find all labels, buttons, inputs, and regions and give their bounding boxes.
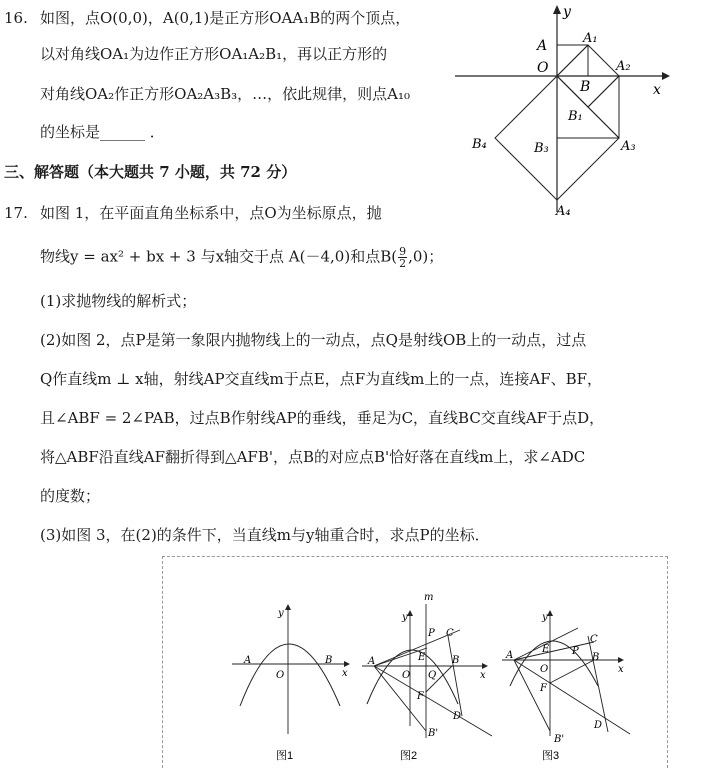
fig3-label-b: B (592, 652, 600, 663)
fig2-label-a: A (368, 656, 376, 667)
fig2-label-b-prime: B' (428, 728, 439, 739)
q17-figures (162, 556, 668, 768)
fig1-parabola (240, 644, 340, 706)
q17-figure-2 (362, 592, 492, 762)
fig3-label-d: D (594, 720, 603, 731)
q17-part-1: (1)求抛物线的解析式； (40, 292, 197, 310)
fig1-label-x: x (342, 668, 348, 679)
q16-line-2: 以对角线OA₁为边作正方形OA₁A₂B₁，再以正方形的 (40, 45, 388, 63)
fig2-x-arrow-icon (482, 663, 488, 669)
fig3-label-e: E (542, 644, 550, 655)
q16-line-3: 对角线OA₂作正方形OA₂A₃B₃，…，依此规律，则点A₁₀ (40, 85, 411, 103)
q16-label-a4: A₄ (556, 204, 571, 217)
fig1-caption: 图1 (276, 750, 294, 762)
q17-part-2-line-1: (2)如图 2，点P是第一象限内抛物线上的一动点，点Q是射线OB上的一动点，过点 (40, 331, 587, 349)
fig3-label-p: P (572, 646, 579, 657)
q16-label-b3: B₃ (534, 141, 549, 156)
q16-label-a: A (537, 38, 548, 54)
q16-label-y: y (563, 4, 571, 20)
fig2-label-y: y (402, 612, 408, 623)
fig2-label-m: m (424, 592, 434, 603)
fig1-y-arrow-icon (285, 604, 291, 610)
fig2-label-o: O (402, 670, 411, 681)
q17-part-2-line-5: 的度数； (40, 487, 101, 505)
fig2-label-p: P (428, 628, 435, 639)
fig2-caption: 图2 (400, 750, 418, 762)
q17-line-2 (40, 246, 443, 269)
q16-label-o: O (537, 60, 549, 76)
fig3-ray-ap (514, 642, 594, 660)
fig3-line-fb (550, 660, 594, 683)
q16-y-arrow-icon (553, 5, 561, 14)
q16-label-a3: A₃ (621, 139, 636, 154)
fig3-label-x: x (618, 664, 624, 675)
q17-part-2-line-3: 且∠ABF = 2∠PAB，过点B作射线AP的垂线，垂足为C，直线BC交直线AF于点D， (40, 409, 605, 427)
fig2-label-c: C (446, 628, 454, 639)
fig1-x-arrow-icon (344, 661, 350, 667)
q17-fraction-den: 2 (399, 257, 407, 270)
fig3-caption: 图3 (542, 750, 560, 762)
q16-label-x: x (653, 82, 661, 98)
q17-line-2-b: ,0)； (408, 247, 444, 266)
q17-fraction (398, 246, 407, 269)
q16-figure (450, 2, 680, 217)
fig2-parabola (367, 650, 458, 704)
q17-figure-1 (232, 604, 350, 762)
fig1-label-o: O (276, 670, 285, 681)
q17-fraction-num: 9 (399, 245, 407, 258)
q17-number: 17. (4, 204, 28, 222)
q16-label-b4: B₄ (472, 137, 487, 152)
fig2-label-f: F (417, 691, 424, 702)
fig2-label-q: Q (428, 670, 437, 681)
fig3-y-arrow-icon (547, 610, 553, 616)
q16-label-b1: B₁ (568, 109, 583, 124)
q16-label-a2: A₂ (616, 59, 631, 74)
q16-label-b: B (580, 79, 591, 95)
fig2-label-d: D (453, 711, 462, 722)
fig3-parabola (510, 641, 598, 686)
q16-line-4: 的坐标是______ ． (40, 123, 165, 141)
q16-line-1: 如图，点O(0,0)，A(0,1)是正方形OAA₁B的两个顶点， (40, 9, 411, 27)
fig2-label-e: E (418, 652, 426, 663)
section-heading: 三、解答题（本大题共 7 小题，共 72 分） (4, 163, 297, 181)
fig1-label-a: A (244, 655, 252, 666)
fig3-label-c: C (590, 634, 598, 645)
fig2-label-b: B (452, 655, 460, 666)
fig3-label-b-prime: B' (554, 734, 565, 745)
q17-part-2-line-4: 将△ABF沿直线AF翻折得到△AFB'，点B的对应点B'恰好落在直线m上，求∠ADC (40, 448, 586, 466)
fig3-x-arrow-icon (618, 657, 624, 663)
q17-line-2-a: 物线y = ax² + bx + 3 与x轴交于点 A(－4,0)和点B( (40, 247, 398, 266)
fig3-label-f: F (540, 683, 547, 694)
fig1-label-b: B (325, 655, 333, 666)
q16-diagonal-b1a2 (588, 76, 619, 107)
fig3-label-y: y (542, 612, 548, 623)
q16-label-a1: A₁ (583, 31, 598, 46)
fig2-y-arrow-icon (407, 610, 413, 616)
fig3-label-a: A (506, 650, 514, 661)
q16-x-arrow-icon (662, 72, 670, 80)
q17-figure-3 (502, 610, 630, 762)
q17-part-3: (3)如图 3，在(2)的条件下，当直线m与y轴重合时，求点P的坐标． (40, 526, 490, 544)
q17-line-1: 如图 1，在平面直角坐标系中，点O为坐标原点，抛 (40, 204, 382, 222)
fig3-label-o: O (540, 664, 549, 675)
fig1-label-y: y (278, 608, 284, 619)
q17-part-2-line-2: Q作直线m ⊥ x轴，射线AP交直线m于点E，点F为直线m上的一点，连接AF、BF， (40, 370, 603, 388)
fig2-label-x: x (480, 670, 486, 681)
q16-number: 16. (4, 9, 28, 27)
fig2-line-bc (448, 636, 462, 716)
